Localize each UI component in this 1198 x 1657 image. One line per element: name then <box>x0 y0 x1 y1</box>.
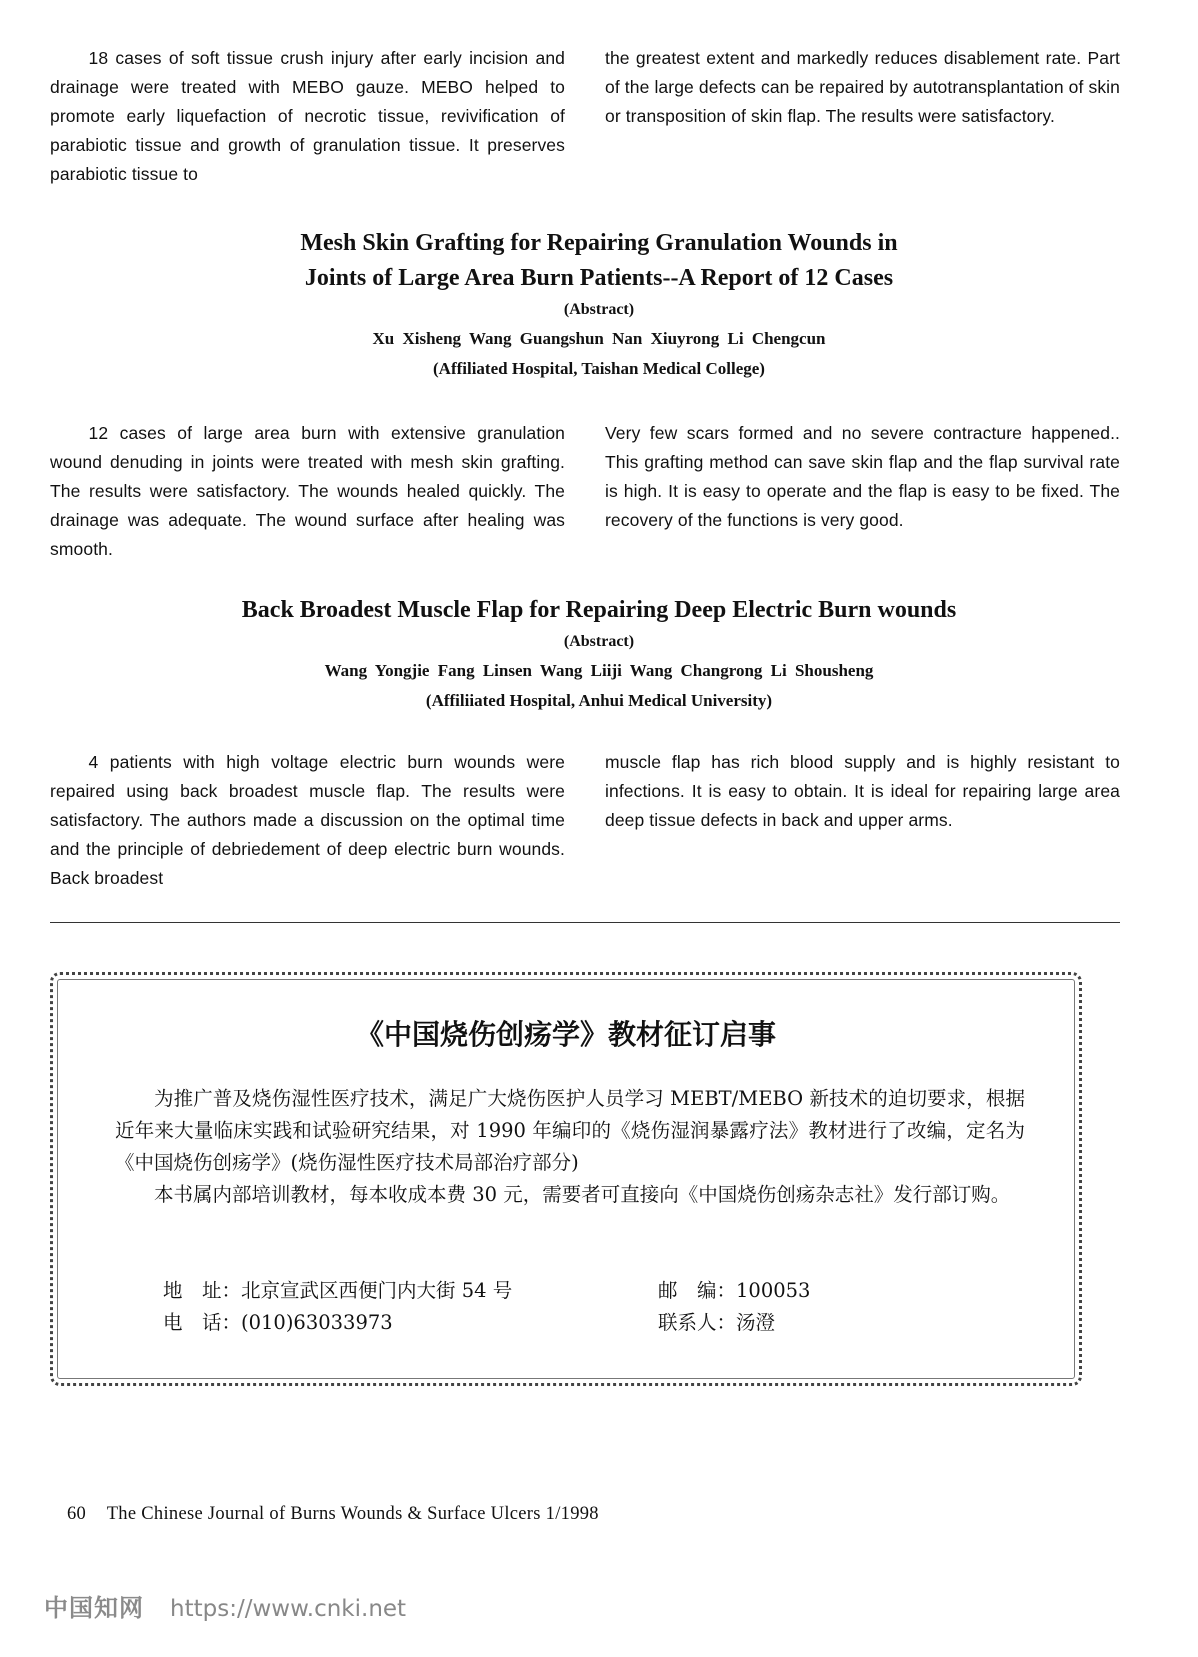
article2-affiliation: (Affiliiated Hospital, Anhui Medical University) <box>425 691 773 710</box>
article2-body <box>50 748 1120 893</box>
article1-right-text: Very few scars formed and no severe contracture happened.. This grafting method can save skin flap and the flap survival rate is high. It is easy to operate and the flap is easy to be fixed. The recovery of the functions is very good. <box>605 423 1120 530</box>
article1-right-column <box>605 419 1120 564</box>
article1-title-line1: Mesh Skin Grafting for Repairing Granulation Wounds in <box>300 230 898 256</box>
notice-body <box>115 1083 1025 1211</box>
page-number: 60 <box>67 1504 87 1524</box>
article1-abstract-label: (Abstract) <box>563 301 635 318</box>
article1-body <box>50 419 1120 564</box>
article1-authors: Xu Xisheng Wang Guangshun Nan Xiuyrong Li Chengcun <box>372 329 826 348</box>
article1-title-line2: Joints of Large Area Burn Patients--A Report of 12 Cases <box>304 265 894 291</box>
article2-authors: Wang Yongjie Fang Linsen Wang Liiji Wang Changrong Li Shousheng <box>324 661 874 680</box>
notice-title: 《中国烧伤创疡学》教材征订启事 <box>355 1018 776 1051</box>
article2-left-text: 4 patients with high voltage electric burn wounds were repaired using back broadest muscle flap. The results were satisfactory. The authors made a discussion on the optimal time and the principle of debriedement of deep electric burn wounds. Back broadest <box>50 752 565 888</box>
article2-right-column <box>605 748 1120 893</box>
article2-title: Back Broadest Muscle Flap for Repairing Deep Electric Burn wounds <box>241 597 957 623</box>
article2-left-column <box>50 748 565 893</box>
previous-article-left-column <box>50 44 565 189</box>
previous-article-right-column <box>605 44 1120 189</box>
page-footer <box>67 1501 599 1527</box>
journal-citation: The Chinese Journal of Burns Wounds & Surface Ulcers 1/1998 <box>106 1504 599 1524</box>
previous-article-right-text: the greatest extent and markedly reduces disablement rate. Part of the large defects can be repaired by autotransplantation of skin or transposition of skin flap. The results were satisfactory. <box>605 48 1120 126</box>
article2-heading <box>0 593 1198 716</box>
cnki-url[interactable]: https://www.cnki.net <box>170 1596 407 1622</box>
cnki-watermark <box>44 1592 406 1625</box>
article1-heading <box>0 226 1198 384</box>
contact-row-1 <box>163 1275 1023 1307</box>
article2-abstract-label: (Abstract) <box>563 633 635 650</box>
notice-paragraph-2: 本书属内部培训教材，每本收成本费 30 元，需要者可直接向《中国烧伤创疡杂志社》发行部订购。 <box>154 1183 1011 1206</box>
section-divider <box>50 922 1120 923</box>
article2-right-text: muscle flap has rich blood supply and is highly resistant to infections. It is easy to obtain. It is ideal for repairing large area deep tissue defects in back and upper arms. <box>605 752 1120 830</box>
previous-article-left-text: 18 cases of soft tissue crush injury after early incision and drainage were treated with MEBO gauze. MEBO helped to promote early liquefaction of necrotic tissue, revivification of parabiotic tissue and growth of granulation tissue. It preserves parabiotic tissue to <box>50 48 565 184</box>
textbook-order-notice <box>50 972 1082 1386</box>
notice-paragraph-1: 为推广普及烧伤湿性医疗技术，满足广大烧伤医护人员学习 MEBT/MEBO 新技术的迫切要求，根据近年来大量临床实践和试验研究结果，对 1990 年编印的《烧伤湿润暴露疗法》教材进行了改编，定名为《中国烧伤创疡学》(烧伤湿性医疗技术局部治疗部分) <box>115 1087 1025 1174</box>
notice-postcode: 邮 编：100053 <box>658 1279 811 1302</box>
notice-contact-info <box>163 1275 1023 1339</box>
cnki-logo-text: 中国知网 <box>44 1594 144 1622</box>
notice-contact-person: 联系人：汤澄 <box>658 1311 776 1334</box>
previous-article-body <box>50 44 1120 189</box>
notice-phone: 电 话：(010)63033973 <box>163 1311 393 1334</box>
contact-row-2 <box>163 1307 1023 1339</box>
article1-affiliation: (Affiliated Hospital, Taishan Medical College) <box>433 359 765 378</box>
article1-left-column <box>50 419 565 564</box>
article1-left-text: 12 cases of large area burn with extensive granulation wound denuding in joints were treated with mesh skin grafting. The results were satisfactory. The wounds healed quickly. The drainage was adequate. The wound surface after healing was smooth. <box>50 423 565 559</box>
notice-address: 地 址：北京宣武区西便门内大街 54 号 <box>163 1279 513 1302</box>
